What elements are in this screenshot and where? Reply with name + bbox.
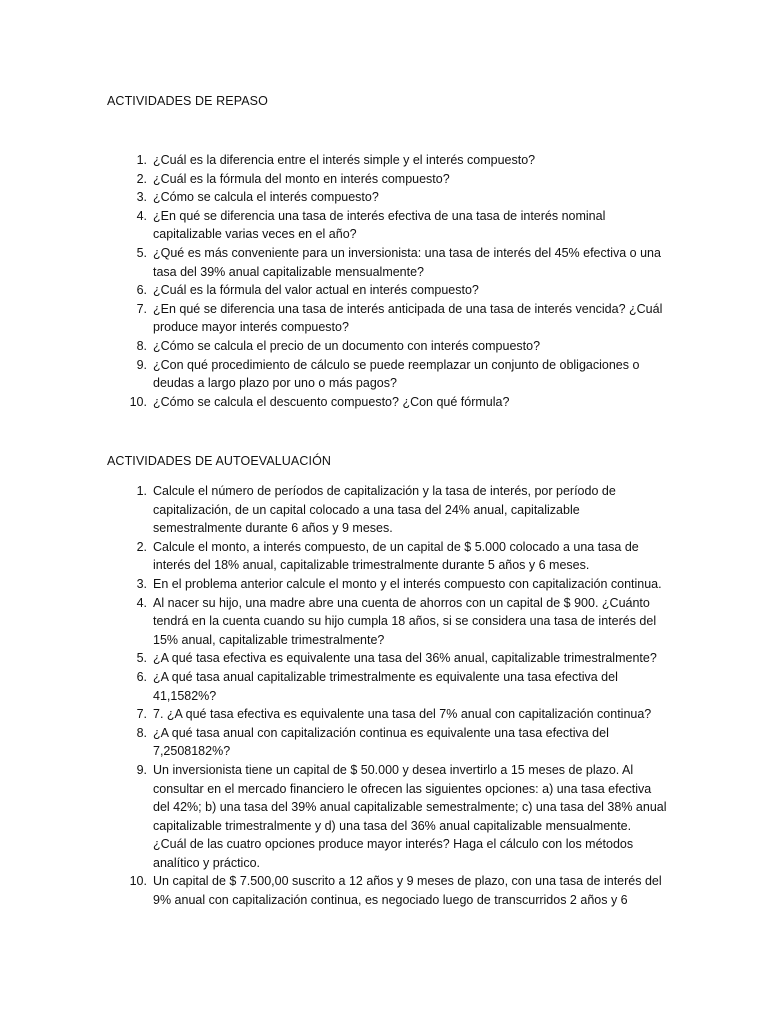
- list-item: [107, 300, 667, 337]
- item-number: 6.: [136, 669, 147, 684]
- list-item: [107, 281, 667, 300]
- item-number: 5.: [136, 245, 147, 260]
- repaso-list: [107, 151, 667, 411]
- item-text: Al nacer su hijo, una madre abre una cuenta de ahorros con un capital de $ 900. ¿Cuánto tendrá en la cuenta cuando su hijo cumpla 18 años, si se considera una tasa de interés del 15% anual, capitalizable trimestralmente?: [153, 595, 657, 647]
- item-number: 1.: [136, 153, 147, 167]
- list-item: [107, 207, 667, 244]
- list-item: [107, 170, 667, 189]
- item-text: ¿A qué tasa anual capitalizable trimestralmente es equivalente una tasa efectiva del 41,1582%?: [153, 669, 618, 703]
- list-item: [107, 151, 667, 170]
- list-item: [107, 705, 667, 724]
- item-text: En el problema anterior calcule el monto y el interés compuesto con capitalización continua.: [153, 576, 662, 591]
- item-text: ¿Qué es más conveniente para un inversionista: una tasa de interés del 45% efectiva o una tasa del 39% anual capitalizable mensualmente?: [153, 245, 661, 279]
- item-text: ¿Con qué procedimiento de cálculo se puede reemplazar un conjunto de obligaciones o deudas a largo plazo por uno o más pagos?: [153, 357, 640, 391]
- item-number: 10.: [129, 874, 147, 889]
- item-number: 7.: [136, 707, 147, 722]
- section-title-autoevaluacion: ACTIVIDADES DE AUTOEVALUACIÓN: [107, 454, 332, 468]
- list-item: [107, 337, 667, 356]
- item-number: 2.: [136, 539, 147, 554]
- item-text: ¿Cuál es la fórmula del valor actual en interés compuesto?: [153, 283, 479, 298]
- item-text: ¿Cómo se calcula el interés compuesto?: [153, 190, 379, 205]
- item-text: ¿A qué tasa anual con capitalización continua es equivalente una tasa efectiva del 7,2508182%?: [153, 725, 609, 759]
- item-text: ¿En qué se diferencia una tasa de interés efectiva de una tasa de interés nominal capitalizable varias veces en el año?: [153, 208, 606, 242]
- item-number: 6.: [136, 283, 147, 298]
- item-number: 5.: [136, 651, 147, 666]
- list-item: [107, 724, 667, 761]
- item-number: 3.: [136, 190, 147, 205]
- item-number: 4.: [136, 595, 147, 610]
- item-number: 3.: [136, 576, 147, 591]
- list-item: [107, 594, 667, 650]
- item-number: 7.: [136, 301, 147, 316]
- item-text: Un capital de $ 7.500,00 suscrito a 12 años y 9 meses de plazo, con una tasa de interés del 9% anual con capitalización continua, es negociado luego de transcurridos 2 años y 6: [153, 874, 662, 908]
- list-item: [107, 761, 667, 873]
- item-number: 8.: [136, 725, 147, 740]
- list-item: [107, 356, 667, 393]
- item-number: 2.: [136, 171, 147, 186]
- list-item: [107, 872, 667, 909]
- item-text: ¿Cuál es la fórmula del monto en interés compuesto?: [153, 171, 450, 186]
- list-item: [107, 668, 667, 705]
- list-item: [107, 649, 667, 668]
- list-item: [107, 393, 667, 412]
- item-number: 8.: [136, 338, 147, 353]
- item-number: 10.: [129, 394, 147, 409]
- item-text: ¿A qué tasa efectiva es equivalente una tasa del 36% anual, capitalizable trimestralmente?: [153, 651, 657, 666]
- list-item: [107, 188, 667, 207]
- item-number: 9.: [136, 357, 147, 372]
- list-item: [107, 538, 667, 575]
- item-text: ¿Cómo se calcula el precio de un documento con interés compuesto?: [153, 338, 541, 353]
- item-text: ¿En qué se diferencia una tasa de interés anticipada de una tasa de interés vencida? ¿Cuál produce mayor interés compuesto?: [153, 301, 663, 335]
- item-text: ¿Cuál es la diferencia entre el interés simple y el interés compuesto?: [153, 153, 536, 167]
- item-number: 9.: [136, 762, 147, 777]
- list-item: [107, 244, 667, 281]
- item-number: 4.: [136, 208, 147, 223]
- item-text: Calcule el monto, a interés compuesto, de un capital de $ 5.000 colocado a una tasa de interés del 18% anual, capitalizable trimestralmente durante 5 años y 6 meses.: [153, 539, 639, 573]
- list-item: [107, 482, 667, 538]
- item-text: Calcule el número de períodos de capitalización y la tasa de interés, por período de capitalización, de un capital colocado a una tasa del 24% anual, capitalizable semestralmente durante 6 años y 9 meses.: [153, 484, 616, 536]
- autoevaluacion-list: [107, 482, 667, 910]
- section-title-repaso: ACTIVIDADES DE REPASO: [107, 94, 268, 108]
- item-text: Un inversionista tiene un capital de $ 50.000 y desea invertirlo a 15 meses de plazo. Al consultar en el mercado financiero le ofrecen las siguientes opciones: a) una tasa efectiva del 42%; b) una tasa del 39% anual capitalizable semestralmente; c) una tasa del 38% anual capitalizable trimestralmente y d) una tasa del 36% anual capitalizable mensualmente. ¿Cuál de las cuatro opciones produce mayor interés? Haga el cálculo con los métodos analítico y práctico.: [153, 762, 667, 870]
- list-item: [107, 575, 667, 594]
- item-number: 1.: [136, 484, 147, 498]
- item-text: ¿Cómo se calcula el descuento compuesto? ¿Con qué fórmula?: [153, 394, 510, 409]
- item-text: 7. ¿A qué tasa efectiva es equivalente una tasa del 7% anual con capitalización continua?: [153, 707, 652, 722]
